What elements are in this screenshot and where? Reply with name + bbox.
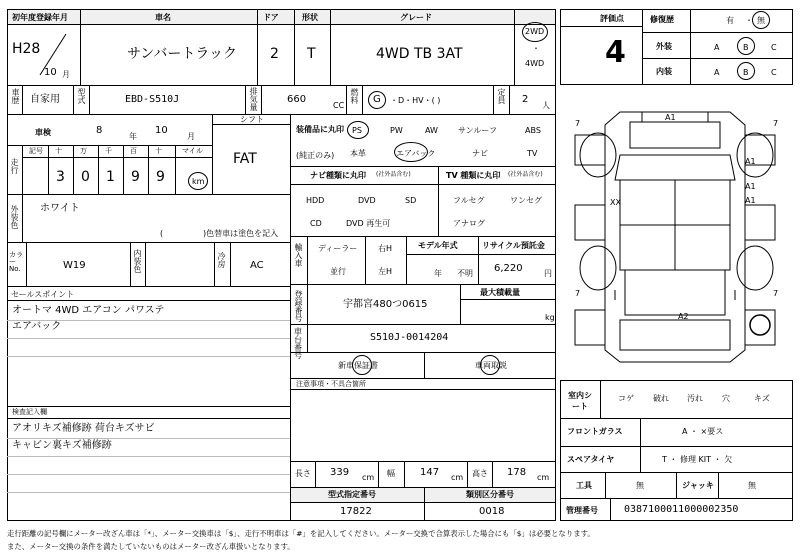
warranty-doc: 新車保証書 (338, 361, 378, 370)
glass-label: フロントガラス (567, 427, 623, 436)
equip-title: 装備品に丸印 (296, 125, 344, 134)
tv-fullseg: フルセグ (453, 196, 485, 205)
diagram-a1-side2: A1 (745, 182, 756, 191)
reg-month-unit: 月 (62, 70, 70, 79)
digit-col-label: 十 (155, 147, 162, 155)
height-label: 高さ (472, 469, 488, 478)
selling-line1: オートマ 4WD エアコン パワステ (12, 305, 165, 316)
inspection-year-unit: 年 (129, 132, 137, 141)
int-label: 内装 (656, 67, 672, 76)
year-label: 初年度登録年月 (12, 13, 68, 22)
class-label: 類別区分番号 (466, 490, 514, 499)
length-label: 長さ (295, 469, 311, 478)
equip-aw: AW (425, 126, 438, 135)
fuel-label: 燃料 (350, 88, 359, 104)
import-dealer: ディーラー (318, 244, 358, 253)
tv-note: (社外品含む) (508, 171, 543, 178)
displacement: 660 (287, 94, 307, 105)
navi-note: (社外品含む) (376, 171, 411, 178)
equip-airbag: エアバック (396, 149, 436, 158)
length-unit: cm (362, 473, 375, 482)
category: 自家用 (30, 94, 60, 105)
diagram-a2: A2 (678, 312, 689, 321)
int-a: A (714, 68, 720, 77)
mileage-digit: 1 (106, 169, 115, 185)
interior-label: 室内シート (568, 391, 592, 412)
chassis-value: S510J-0014204 (370, 332, 449, 343)
mileage-digit: 9 (131, 169, 140, 185)
inspect-label: 検査記入欄 (12, 408, 47, 416)
digit-col-label: 万 (80, 147, 87, 155)
interior-item: コゲ (618, 394, 634, 403)
diagram-a1-side1: A1 (745, 157, 756, 166)
drive-2wd: 2WD (525, 27, 545, 36)
color-code-label: カラーNo. (9, 251, 23, 273)
width: 147 (420, 467, 440, 478)
equip-navi: ナビ (472, 149, 488, 158)
capacity-unit: 人 (542, 101, 550, 110)
load-unit: kg (545, 313, 555, 322)
type-label: 型式指定番号 (328, 490, 376, 499)
car-diagram (560, 100, 793, 375)
era: H28 (12, 41, 41, 57)
navi-hdd: HDD (306, 196, 325, 205)
digit-col-label: マイル (182, 147, 203, 155)
digit-col-label: 十 (55, 147, 62, 155)
repair-yes: 有 (726, 16, 734, 25)
inspect-line2: キャビン裏キズ補修跡 (12, 440, 112, 451)
selling-label: セールスポイント (11, 290, 75, 299)
displacement-label: 排気量 (249, 87, 258, 111)
diagram-front-right: 7 (773, 119, 779, 128)
ext-a: A (714, 43, 720, 52)
interior-item: キズ (754, 394, 770, 403)
manual-doc: 車両取説 (475, 361, 507, 370)
repair-no: 無 (757, 16, 765, 25)
score-label: 評価点 (600, 14, 624, 23)
model-year-unit: 年 (434, 269, 442, 278)
equip-leather: 本革 (350, 149, 366, 158)
inspect-line1: アオリキズ補修跡 荷台キズサビ (12, 423, 155, 434)
import-parallel: 並行 (330, 267, 346, 276)
navi-dvd: DVD (358, 196, 376, 205)
mileage-label: 走行 (10, 158, 19, 174)
navi-sd: SD (405, 196, 417, 205)
cc-unit: CC (333, 101, 345, 110)
diagram-a1-top: A1 (665, 113, 676, 122)
inspection-label: 車検 (35, 128, 51, 137)
equip-abs: ABS (525, 126, 541, 135)
equip-tv: TV (527, 149, 538, 158)
fuel-g: G (373, 94, 381, 105)
equip-subtitle: (純正のみ) (296, 151, 335, 160)
footer-line2: また、メーター交換の条件を満たしていないものはメーター改ざん車扱いとなります。 (7, 542, 295, 551)
color-label: 外装色 (10, 205, 19, 229)
import-rh: 右H (378, 244, 393, 253)
height-unit: cm (537, 473, 550, 482)
import-lh: 左H (378, 267, 393, 276)
ac-value: AC (250, 260, 264, 271)
inspection-year: 8 (96, 125, 103, 136)
length: 339 (330, 467, 350, 478)
repair-dot: ・ (745, 16, 753, 25)
notes-label: 注意事項・不具合箇所 (296, 380, 366, 388)
spare-label: スペアタイヤ (567, 455, 615, 464)
spare-value: T ・ 修理 KIT ・ 欠 (662, 455, 733, 464)
diagram-front-left: 7 (575, 119, 581, 128)
type-value: 17822 (340, 506, 372, 517)
capacity-label: 定員 (497, 88, 506, 104)
diagram-rear-right: 7 (773, 289, 779, 298)
equip-pw: PW (390, 126, 403, 135)
km-unit: km (192, 177, 205, 186)
drive-dot: ・ (532, 44, 540, 53)
chassis-label: 車台番号 (294, 327, 302, 360)
model-label: 型式 (77, 88, 86, 104)
int-b: B (743, 68, 749, 77)
width-unit: cm (451, 473, 464, 482)
color-note-open: ( (160, 229, 164, 238)
drive-4wd: 4WD (525, 59, 545, 68)
jack-value: 無 (748, 481, 756, 490)
reg-value: 宇都宮480つ0615 (343, 299, 428, 310)
footer-line1: 走行距離の記号欄にメーター改ざん車は「*」、メーター交換車は「$」、走行不明車は「#」を記入してください。メーター交換で合算表示した場合にも「$」は必要となります。 (7, 529, 595, 538)
color-code: W19 (63, 260, 86, 271)
diagram-a1-side3: A1 (745, 196, 756, 205)
inspection-month-unit: 月 (187, 132, 195, 141)
mileage-digit: 3 (56, 169, 65, 185)
tv-oneseg: ワンセグ (510, 196, 542, 205)
ext-c: C (771, 43, 777, 52)
height: 178 (507, 467, 527, 478)
grade-label: グレード (400, 13, 432, 22)
glass-value: A ・ ×要ス (682, 427, 724, 436)
load-label: 最大積載量 (480, 288, 520, 297)
navi-cd: CD (310, 219, 322, 228)
navi-title: ナビ種類に丸印 (310, 171, 366, 180)
digit-col-label: 記号 (29, 147, 43, 155)
tools-value: 無 (636, 481, 644, 490)
interior-color-label: 内装色 (133, 249, 142, 273)
grade: 4WD TB 3AT (376, 46, 463, 62)
color-value: ホワイト (40, 203, 80, 214)
capacity: 2 (522, 94, 529, 105)
model-year-label: モデル年式 (418, 241, 458, 250)
ext-b: B (743, 43, 749, 52)
fuel-options: ・D・HV・( ) (390, 96, 441, 105)
reg-month: 10 (44, 67, 57, 78)
vehicle-name: サンバートラック (127, 46, 238, 62)
shift-label: シフト (240, 115, 264, 124)
mgmt-label: 管理番号 (566, 506, 598, 515)
interior-item: 破れ (653, 394, 669, 403)
doors: 2 (270, 46, 279, 62)
ac-label: 冷房 (217, 252, 226, 268)
reg-label: 登録番号 (294, 290, 303, 322)
color-note: )色替車は塗色を記入 (203, 229, 279, 238)
interior-item: 汚れ (687, 394, 703, 403)
shape-label: 形状 (302, 13, 318, 22)
jack-label: ジャッキ (682, 481, 714, 490)
recycle-unit: 円 (544, 269, 552, 278)
model: EBD-S510J (125, 94, 180, 105)
category-label: 車歴 (11, 88, 20, 104)
tools-label: 工具 (576, 481, 592, 490)
import-label: 輸入車 (294, 243, 303, 267)
inspection-month: 10 (155, 125, 168, 136)
recycle-value: 6,220 (494, 263, 523, 274)
score-value: 4 (605, 35, 626, 70)
recycle-label: リサイクル預託金 (482, 241, 545, 250)
name-label: 車名 (155, 13, 171, 22)
class-value: 0018 (479, 506, 505, 517)
digit-col-label: 千 (105, 147, 112, 155)
digit-col-label: 百 (130, 147, 137, 155)
navi-dvd-play: DVD 再生可 (346, 219, 391, 228)
ext-label: 外装 (656, 42, 672, 51)
width-label: 幅 (387, 469, 395, 478)
mgmt-value: 0387100011000002350 (624, 504, 739, 515)
repair-label: 修復歴 (650, 15, 674, 24)
tv-title: TV 種類に丸印 (446, 171, 501, 180)
shape: T (307, 46, 316, 62)
int-c: C (771, 68, 777, 77)
diagram-rear-left: 7 (575, 289, 581, 298)
model-year-unknown: 不明 (457, 269, 473, 278)
door-label: ドア (263, 13, 279, 22)
equip-sunroof: サンルーフ (458, 126, 497, 135)
selling-line2: エアバック (12, 321, 62, 332)
mileage-digit: 9 (156, 169, 165, 185)
tv-analog: アナログ (453, 219, 485, 228)
shift: FAT (233, 151, 257, 167)
interior-item: 穴 (722, 394, 730, 403)
mileage-digit: 0 (81, 169, 90, 185)
equip-ps: PS (352, 126, 362, 135)
diagram-xx: XX (610, 198, 621, 207)
